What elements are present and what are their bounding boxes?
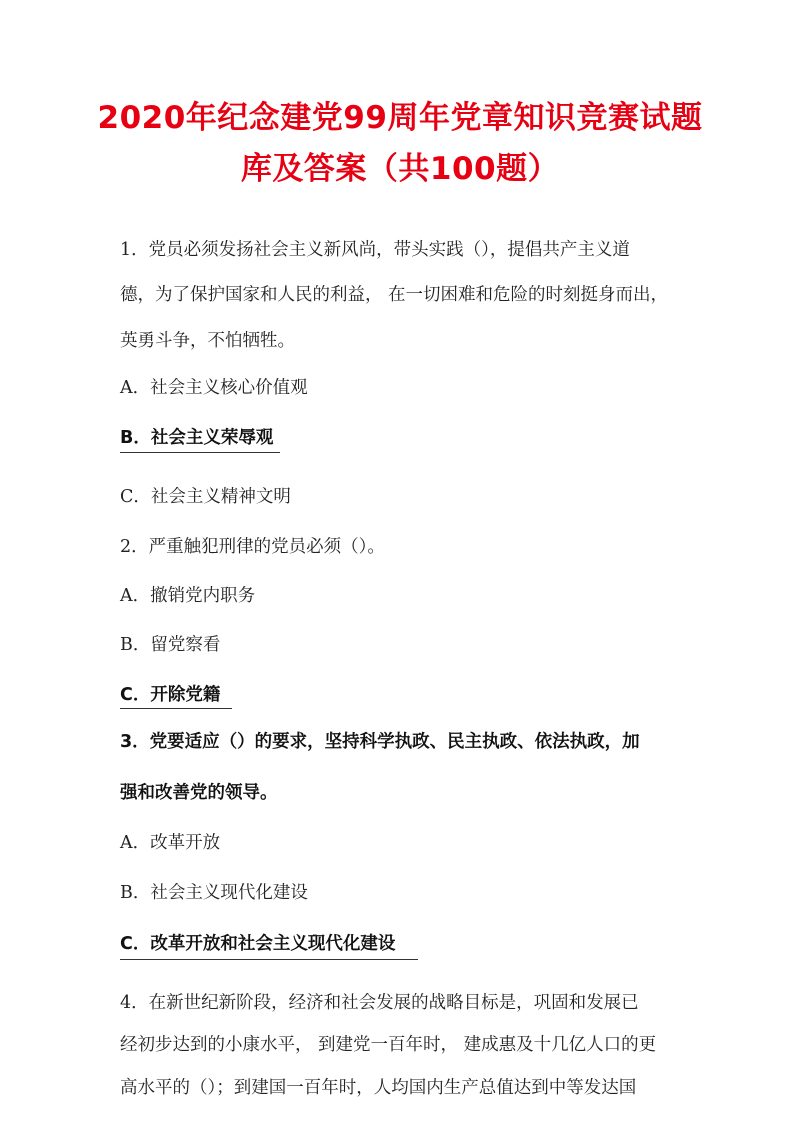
question-3-answer-c: C．改革开放和社会主义现代化建设 — [120, 934, 396, 954]
question-4-text-line-2: 经初步达到的小康水平， 到建党一百年时， 建成惠及十几亿人口的更 — [120, 1035, 657, 1055]
document-title-line-2: 库及答案（共100题） — [240, 151, 560, 187]
question-3-option-b: B．社会主义现代化建设 — [120, 883, 308, 903]
question-2-text: 2．严重触犯刑律的党员必须（）。 — [120, 537, 385, 557]
answer-underline — [120, 959, 418, 960]
answer-underline — [120, 708, 232, 709]
question-2-answer-c: C．开除党籍 — [120, 685, 221, 705]
question-1-text-line-1: 1．党员必须发扬社会主义新风尚，带头实践（），提倡共产主义道 — [120, 240, 630, 260]
question-3-text-line-2: 强和改善党的领导。 — [120, 783, 278, 803]
question-1-option-c: C．社会主义精神文明 — [120, 487, 291, 507]
answer-underline — [120, 452, 280, 453]
question-4-text-line-1: 4．在新世纪新阶段，经济和社会发展的战略目标是，巩固和发展已 — [120, 993, 639, 1013]
question-3-text-line-1: 3．党要适应（）的要求，坚持科学执政、民主执政、依法执政，加 — [120, 732, 640, 752]
question-1-option-a: A．社会主义核心价值观 — [120, 378, 308, 398]
question-1-text-line-2: 德，为了保护国家和人民的利益， 在一切困难和危险的时刻挺身而出， — [120, 285, 669, 305]
question-1-answer-b: B．社会主义荣辱观 — [120, 428, 274, 448]
question-2-option-b: B．留党察看 — [120, 635, 221, 655]
document-title-line-1: 2020年纪念建党99周年党章知识竞赛试题 — [97, 100, 703, 136]
question-2-option-a: A．撤销党内职务 — [120, 586, 256, 606]
question-1-text-line-3: 英勇斗争，不怕牺牲。 — [120, 331, 295, 351]
question-3-option-a: A．改革开放 — [120, 833, 221, 853]
question-4-text-line-3: 高水平的（）；到建国一百年时，人均国内生产总值达到中等发达国 — [120, 1078, 637, 1098]
